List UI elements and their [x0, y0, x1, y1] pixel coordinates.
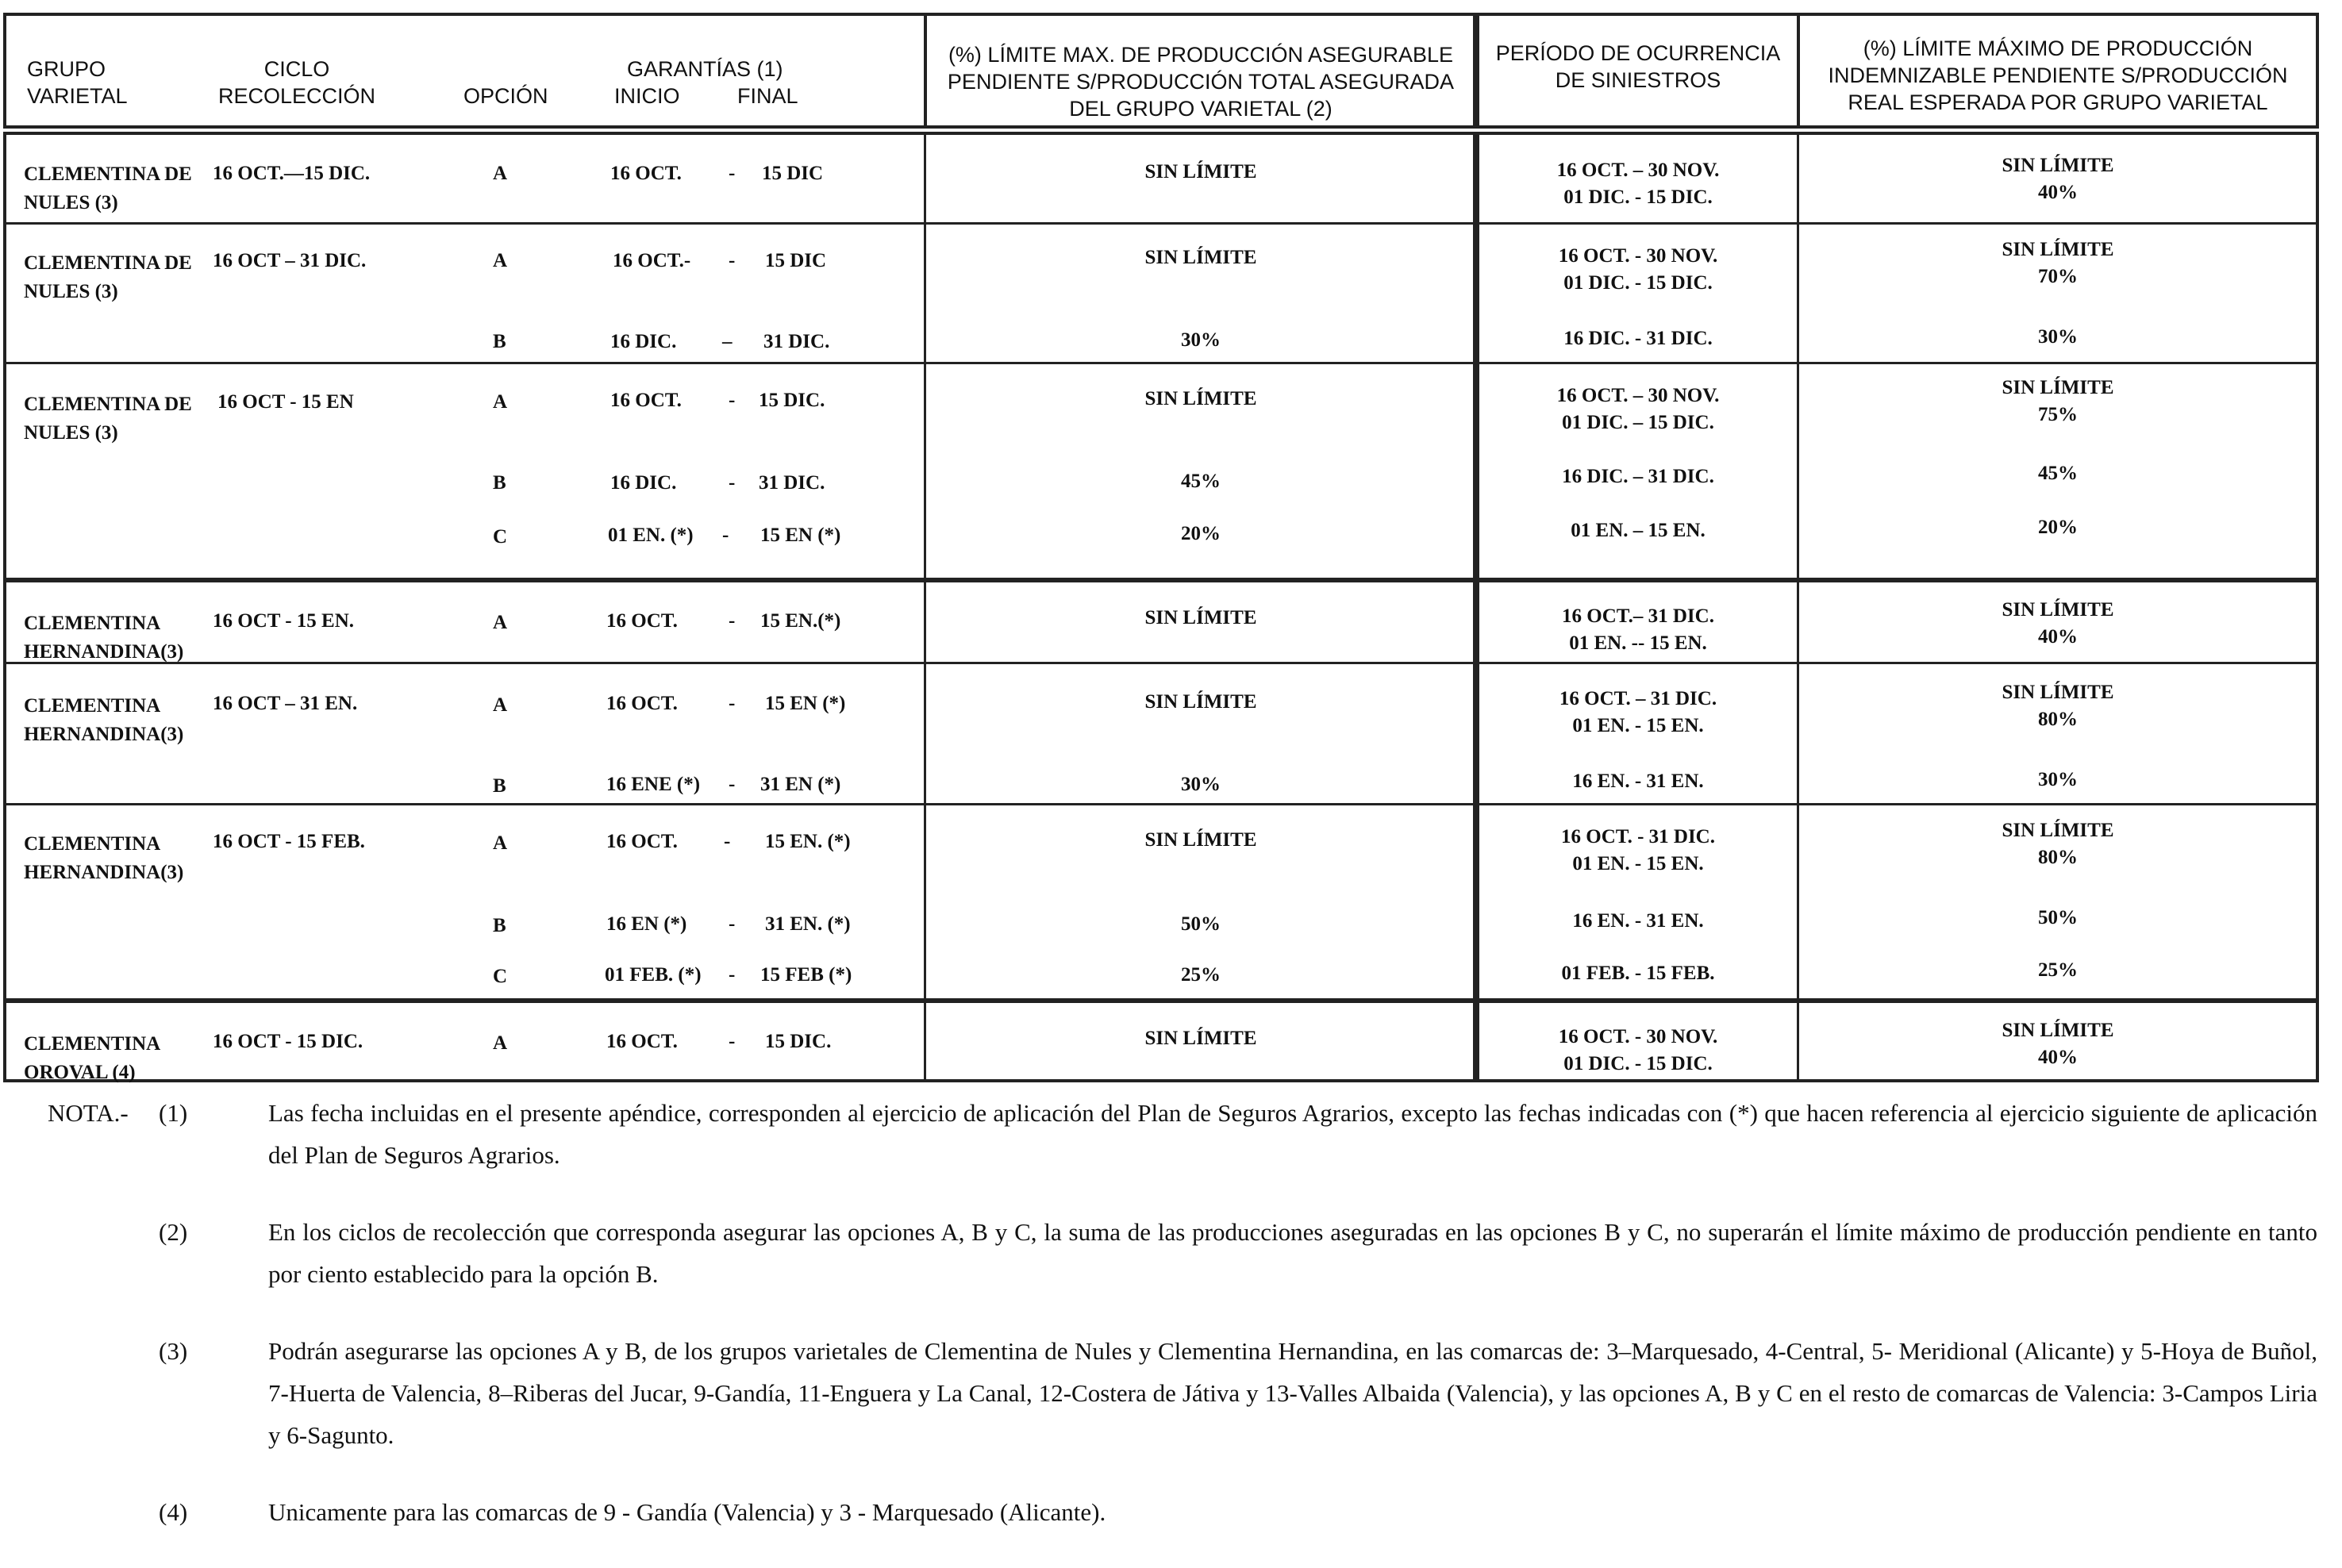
table-cell-sep: - [729, 472, 736, 494]
table-cell-periodo: 01 EN. – 15 EN. [1571, 520, 1706, 541]
note-text: Las fecha incluidas en el presente apéndice, corresponden al ejercicio de aplicación del Plan de Seguros Agrarios, excepto las fechas indicadas con (*) que hacen referencia al ejercicio siguiente de aplicación del Plan de Seguros Agrarios. [268, 1099, 2317, 1169]
table-cell-variety: CLEMENTINA OROVAL (4) [24, 1033, 160, 1083]
note-text: En los ciclos de recolección que corresponda asegurar las opciones A, B y C, la suma de las producciones aseguradas en las opciones B y C, no superarán el límite máximo de producción pendiente en tanto por ciento establecido para la opción B. [268, 1218, 2317, 1288]
table-cell-inicio: 16 DIC. [610, 472, 677, 494]
header-opcion: OPCIÓN [463, 84, 548, 108]
table-cell-opcion: A [493, 163, 508, 184]
header-ciclo-recoleccion: CICLO RECOLECCIÓN [217, 57, 376, 108]
table-cell-variety: CLEMENTINA HERNANDINA(3) [24, 613, 184, 663]
table-cell-sep: - [729, 163, 736, 184]
table-cell-limite: SIN LÍMITE [1144, 161, 1257, 183]
table-cell-final: 15 EN (*) [760, 525, 841, 546]
table-cell-limite: SIN LÍMITE [1144, 1028, 1257, 1049]
table-cell-limite: SIN LÍMITE [1144, 388, 1257, 409]
table-cell-indemn: SIN LÍMITE 40% [2002, 155, 2114, 203]
table-cell-sep: - [729, 774, 736, 795]
table-cell-opcion: B [493, 915, 506, 936]
table-cell-cycle: 16 OCT - 15 FEB. [213, 831, 365, 852]
table-cell-final: 31 EN (*) [760, 774, 841, 795]
note-number: (1) [159, 1099, 188, 1127]
row-separator [3, 578, 2319, 582]
note-item [48, 1330, 2317, 1456]
table-cell-periodo: 16 OCT. - 30 NOV. 01 DIC. - 15 DIC. [1558, 1026, 1718, 1074]
table-cell-cycle: 16 OCT - 15 DIC. [213, 1031, 363, 1052]
table-cell-periodo: 16 OCT. – 30 NOV. 01 DIC. - 15 DIC. [1556, 159, 1720, 208]
table-cell-opcion: A [493, 1032, 508, 1054]
note-item [48, 1092, 2317, 1176]
table-cell-inicio: 16 OCT.- [613, 250, 691, 271]
body-divider [1797, 132, 1799, 1082]
row-separator [3, 222, 2319, 225]
table-cell-indemn: SIN LÍMITE 75% [2002, 377, 2114, 425]
table-cell-inicio: 16 OCT. [606, 831, 678, 852]
table-cell-indemn: 20% [2038, 517, 2078, 538]
table-cell-cycle: 16 OCT - 15 EN. [213, 610, 355, 632]
table-cell-final: 15 DIC [762, 163, 824, 184]
table-cell-limite: 30% [1181, 774, 1221, 795]
table-cell-cycle: 16 OCT - 15 EN [217, 391, 354, 413]
table-cell-variety: CLEMENTINA HERNANDINA(3) [24, 695, 184, 745]
table-cell-limite: 20% [1181, 523, 1221, 544]
table-cell-limite: 30% [1181, 329, 1221, 351]
table-cell-final: 15 EN (*) [765, 693, 846, 714]
header-final: FINAL [737, 84, 798, 108]
table-cell-opcion: A [493, 694, 508, 716]
table-cell-sep: - [729, 250, 736, 271]
table-cell-periodo: 16 DIC. – 31 DIC. [1562, 466, 1714, 487]
body-divider [924, 132, 926, 1082]
table-cell-indemn: SIN LÍMITE 40% [2002, 599, 2114, 648]
table-cell-variety: CLEMENTINA DE NULES (3) [24, 394, 192, 444]
note-number: (2) [159, 1218, 188, 1246]
table-cell-inicio: 16 ENE (*) [606, 774, 701, 795]
table-cell-opcion: B [493, 331, 506, 352]
row-separator [3, 362, 2319, 364]
header-periodo: PERÍODO DE OCURRENCIA DE SINIESTROS [1495, 41, 1781, 92]
table-cell-final: 31 DIC. [763, 331, 830, 352]
table-cell-opcion: C [493, 526, 508, 548]
table-cell-final: 15 EN.(*) [760, 610, 841, 632]
table-cell-limite: SIN LÍMITE [1144, 247, 1257, 268]
table-cell-final: 15 DIC. [765, 1031, 832, 1052]
table-cell-cycle: 16 OCT – 31 DIC. [213, 250, 367, 271]
header-grupo-varietal: GRUPO VARIETAL [27, 57, 128, 108]
table-cell-limite: 50% [1181, 913, 1221, 935]
note-number: (4) [159, 1498, 188, 1526]
table-cell-sep: - [729, 390, 736, 411]
table-cell-indemn: 50% [2038, 907, 2078, 928]
table-cell-final: 31 DIC. [759, 472, 825, 494]
row-separator [3, 998, 2319, 1003]
table-cell-cycle: 16 OCT.—15 DIC. [213, 163, 371, 184]
header-limite-indemnizable: (%) LÍMITE MÁXIMO DE PRODUCCIÓN INDEMNIZABLE PENDIENTE S/PRODUCCIÓN REAL ESPERADA POR GRUPO VARIETAL [1828, 37, 2288, 114]
table-cell-indemn: SIN LÍMITE 70% [2002, 239, 2114, 287]
table-cell-opcion: C [493, 966, 508, 987]
table-cell-sep: - [729, 1031, 736, 1052]
table-cell-opcion: A [493, 391, 508, 413]
note-item [48, 1491, 2317, 1533]
table-cell-final: 15 DIC. [759, 390, 825, 411]
table-cell-periodo: 01 FEB. - 15 FEB. [1561, 963, 1715, 984]
table-cell-variety: CLEMENTINA DE NULES (3) [24, 163, 192, 213]
table-cell-final: 15 EN. (*) [765, 831, 851, 852]
table-cell-inicio: 16 OCT. [610, 163, 682, 184]
note-text: Podrán asegurarse las opciones A y B, de los grupos varietales de Clementina de Nules y Clementina Hernandina, en las comarcas de: 3–Marquesado, 4-Central, 5- Meridional (Alicante) y 5-Hoya de Buñol, 7-Huerta de Valencia, 8–Riberas del Jucar, 9-Gandía, 11-Enguera y La Canal, 12-Costera de Játiva y 13-Valles Albaida (Valencia), y las opciones A, B y C en el resto de comarcas de Valencia: 3-Campos Liria y 6-Sagunto. [268, 1337, 2317, 1449]
table-cell-indemn: 25% [2038, 959, 2078, 981]
table-cell-opcion: A [493, 250, 508, 271]
table-cell-indemn: SIN LÍMITE 80% [2002, 682, 2114, 730]
table-cell-periodo: 16 OCT. - 30 NOV. 01 DIC. - 15 DIC. [1558, 245, 1718, 294]
table-cell-limite: 25% [1181, 964, 1221, 986]
table-cell-opcion: B [493, 775, 506, 797]
table-cell-sep: - [729, 913, 736, 935]
table-cell-periodo: 16 OCT. – 30 NOV. 01 DIC. – 15 DIC. [1556, 385, 1720, 433]
notes-section [48, 1092, 2317, 1568]
table-cell-periodo: 16 OCT. - 31 DIC. 01 EN. - 15 EN. [1561, 826, 1715, 874]
table-cell-inicio: 16 OCT. [610, 390, 682, 411]
table-cell-opcion: A [493, 832, 508, 854]
table-cell-final: 15 DIC [765, 250, 827, 271]
note-number: (3) [159, 1337, 188, 1365]
table-cell-indemn: 45% [2038, 463, 2078, 484]
table-cell-sep: - [729, 693, 736, 714]
table-cell-sep: - [724, 831, 731, 852]
table-cell-limite: SIN LÍMITE [1144, 607, 1257, 628]
table-cell-variety: CLEMENTINA HERNANDINA(3) [24, 833, 184, 883]
table-cell-inicio: 01 FEB. (*) [605, 964, 702, 986]
table-cell-indemn: SIN LÍMITE 80% [2002, 820, 2114, 868]
table-cell-periodo: 16 DIC. - 31 DIC. [1563, 328, 1713, 349]
table-cell-sep: - [729, 610, 736, 632]
table-cell-limite: 45% [1181, 471, 1221, 492]
table-cell-final: 15 FEB (*) [760, 964, 852, 986]
table-cell-periodo: 16 EN. - 31 EN. [1572, 910, 1704, 932]
table-cell-opcion: A [493, 612, 508, 633]
note-item [48, 1211, 2317, 1295]
table-cell-opcion: B [493, 472, 506, 494]
table-cell-inicio: 16 EN (*) [606, 913, 687, 935]
table-cell-sep: - [729, 964, 736, 986]
row-separator [3, 803, 2319, 805]
table-cell-inicio: 16 OCT. [606, 693, 678, 714]
table-cell-sep: – [722, 331, 733, 352]
header-garantias: GARANTÍAS (1) [627, 57, 783, 81]
table-cell-inicio: 01 EN. (*) [608, 525, 694, 546]
table-cell-variety: CLEMENTINA DE NULES (3) [24, 252, 192, 302]
table-cell-inicio: 16 OCT. [606, 1031, 678, 1052]
table-cell-indemn: 30% [2038, 769, 2078, 790]
row-separator [3, 662, 2319, 664]
table-cell-periodo: 16 EN. - 31 EN. [1572, 771, 1704, 792]
table-cell-indemn: 30% [2038, 326, 2078, 348]
table-cell-limite: SIN LÍMITE [1144, 691, 1257, 713]
header-inicio: INICIO [614, 84, 680, 108]
table-cell-limite: SIN LÍMITE [1144, 829, 1257, 851]
table-cell-final: 31 EN. (*) [765, 913, 851, 935]
table-cell-inicio: 16 DIC. [610, 331, 677, 352]
table-cell-cycle: 16 OCT – 31 EN. [213, 693, 358, 714]
note-text: Unicamente para las comarcas de 9 - Gandía (Valencia) y 3 - Marquesado (Alicante). [268, 1498, 1106, 1526]
table-cell-indemn: SIN LÍMITE 40% [2002, 1020, 2114, 1068]
table-cell-sep: - [722, 525, 729, 546]
table-cell-inicio: 16 OCT. [606, 610, 678, 632]
nota-label: NOTA.- [48, 1099, 129, 1127]
table-cell-periodo: 16 OCT.– 31 DIC. 01 EN. -- 15 EN. [1562, 605, 1714, 654]
header-limite-asegurable: (%) LÍMITE MAX. DE PRODUCCIÓN ASEGURABLE PENDIENTE S/PRODUCCIÓN TOTAL ASEGURADA DEL GRUPO VARIETAL (2) [947, 43, 1455, 121]
table-cell-periodo: 16 OCT. – 31 DIC. 01 EN. - 15 EN. [1559, 688, 1717, 736]
